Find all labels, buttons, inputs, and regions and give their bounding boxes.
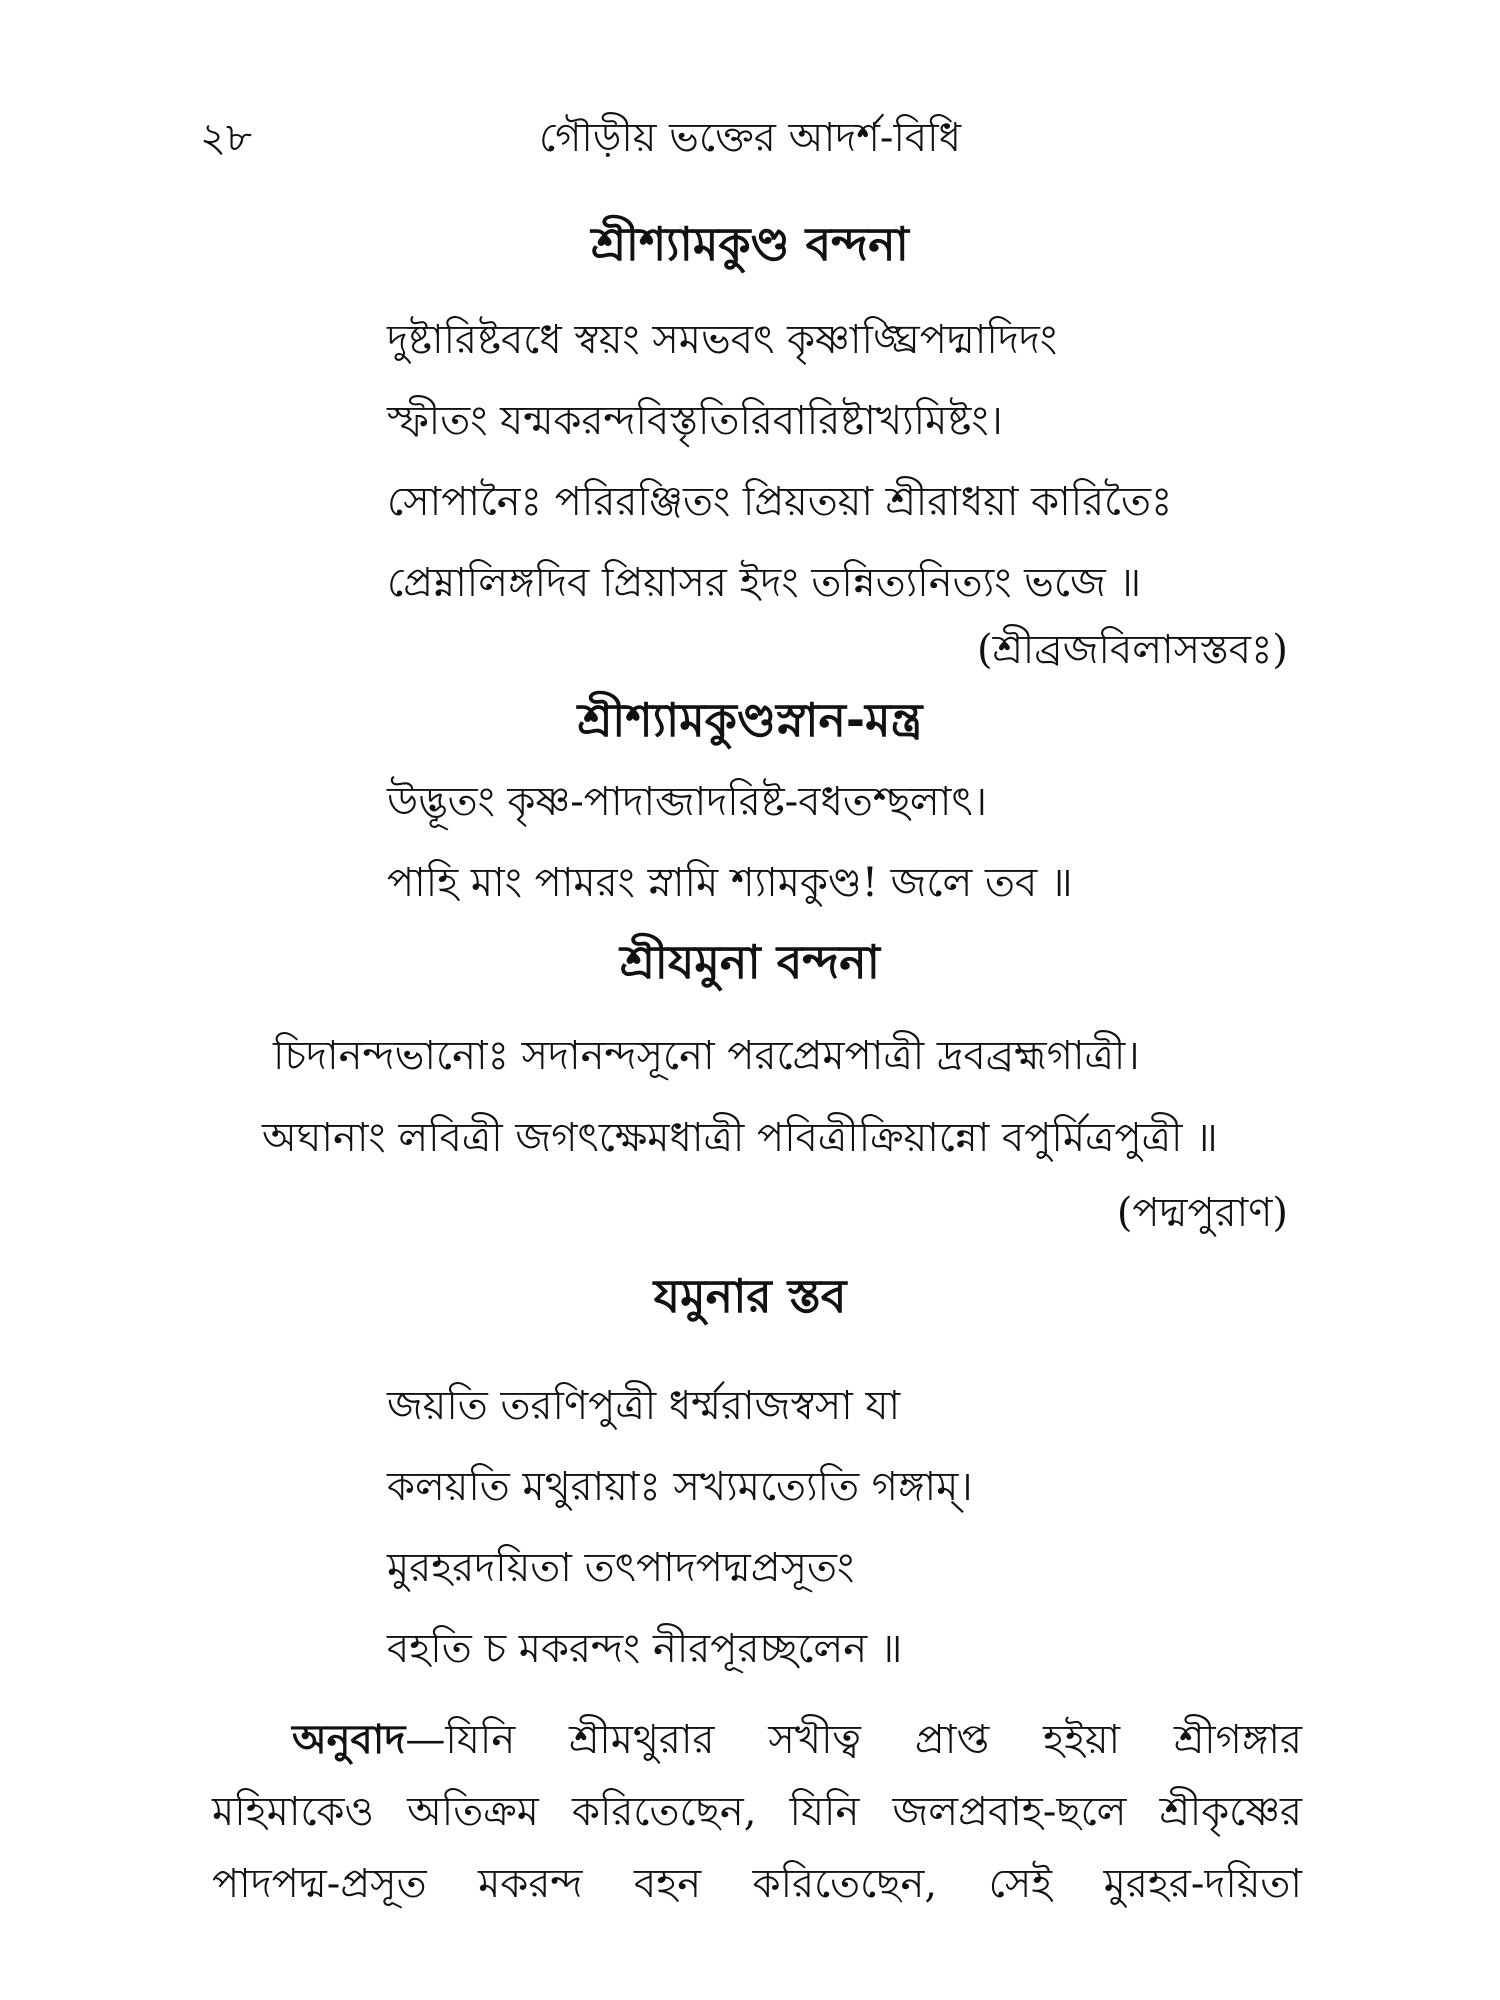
page-number: ২৮	[200, 115, 252, 161]
verse-line: বহতি চ মকরন্দং নীরপূরচ্ছলেন ॥	[387, 1626, 903, 1672]
verse-line: অঘানাং লবিত্রী জগৎক্ষেমধাত্রী পবিত্রীক্রিয়ান্নো বপুর্মিত্রপুত্রী ॥	[262, 1115, 1218, 1161]
verse-line: উদ্ভূতং কৃষ্ণ-পাদাব্জাদরিষ্ট-বধতশ্ছলাৎ।	[387, 779, 988, 825]
translation-line: পাদপদ্ম-প্রসূত মকরন্দ বহন করিতেছেন, সেই মুরহর-দয়িতা	[212, 1861, 1302, 1907]
verse-line: সোপানৈঃ পরিরঞ্জিতং প্রিয়তয়া শ্রীরাধয়া কারিতৈঃ	[387, 479, 1173, 525]
book-title: গৌড়ীয় ভক্তের আদর্শ-বিধি	[538, 115, 962, 161]
running-head	[0, 108, 1500, 168]
translation-line	[212, 1712, 1302, 1784]
verse-line: জয়তি তরণিপুত্রী ধর্ম্মরাজস্বসা যা	[387, 1383, 901, 1429]
verse-line: প্রেম্নালিঙ্গদিব প্রিয়াসর ইদং তন্নিত্যনিত্যং ভজে ॥	[387, 560, 1142, 606]
verse-line: স্ফীতং যন্মকরন্দবিস্তৃতিরিবারিষ্টাখ্যমিষ্টং।	[387, 398, 1003, 444]
translation-line: মহিমাকেও অতিক্রম করিতেছেন, যিনি জলপ্রবাহ-ছলে শ্রীকৃষ্ণের	[212, 1789, 1302, 1835]
verse-line: পাহি মাং পামরং স্নামি শ্যামকুণ্ড! জলে তব ॥	[387, 860, 1073, 906]
verse-source: (পদ্মপুরাণ)	[1116, 1190, 1288, 1236]
verse-line: মুরহরদয়িতা তৎপাদপদ্মপ্রসূতং	[387, 1545, 855, 1591]
section-heading-shyamkund-snan-mantra: শ্রীশ্যামকুণ্ডস্নান-মন্ত্র	[577, 693, 923, 747]
section-heading-shyamkund-vandana: শ্রীশ্যামকুণ্ড বন্দনা	[591, 217, 909, 271]
verse-line: চিদানন্দভানোঃ সদানন্দসূনো পরপ্রেমপাত্রী দ্রবব্রহ্মগাত্রী।	[273, 1033, 1140, 1079]
verse-line: কলয়তি মথুরায়াঃ সখ্যমত্যেতি গঙ্গাম্।	[387, 1464, 973, 1510]
section-heading-yamuna-vandana: শ্রীযমুনা বন্দনা	[619, 935, 880, 989]
translation-label: অনুবাদ	[292, 1716, 406, 1763]
verse-line: দুষ্টারিষ্টবধে স্বয়ং সমভবৎ কৃষ্ণাঙ্ঘ্রিপদ্মাদিদং	[387, 317, 1058, 363]
section-heading-yamunar-stav: যমুনার স্তব	[653, 1269, 847, 1323]
translation-paragraph	[212, 1712, 1302, 1928]
verse-source: (শ্রীব্রজবিলাসস্তবঃ)	[977, 627, 1288, 673]
translation-text: —যিনি শ্রীমথুরার সখীত্ব প্রাপ্ত হইয়া শ্রীগঙ্গার	[405, 1717, 1302, 1763]
